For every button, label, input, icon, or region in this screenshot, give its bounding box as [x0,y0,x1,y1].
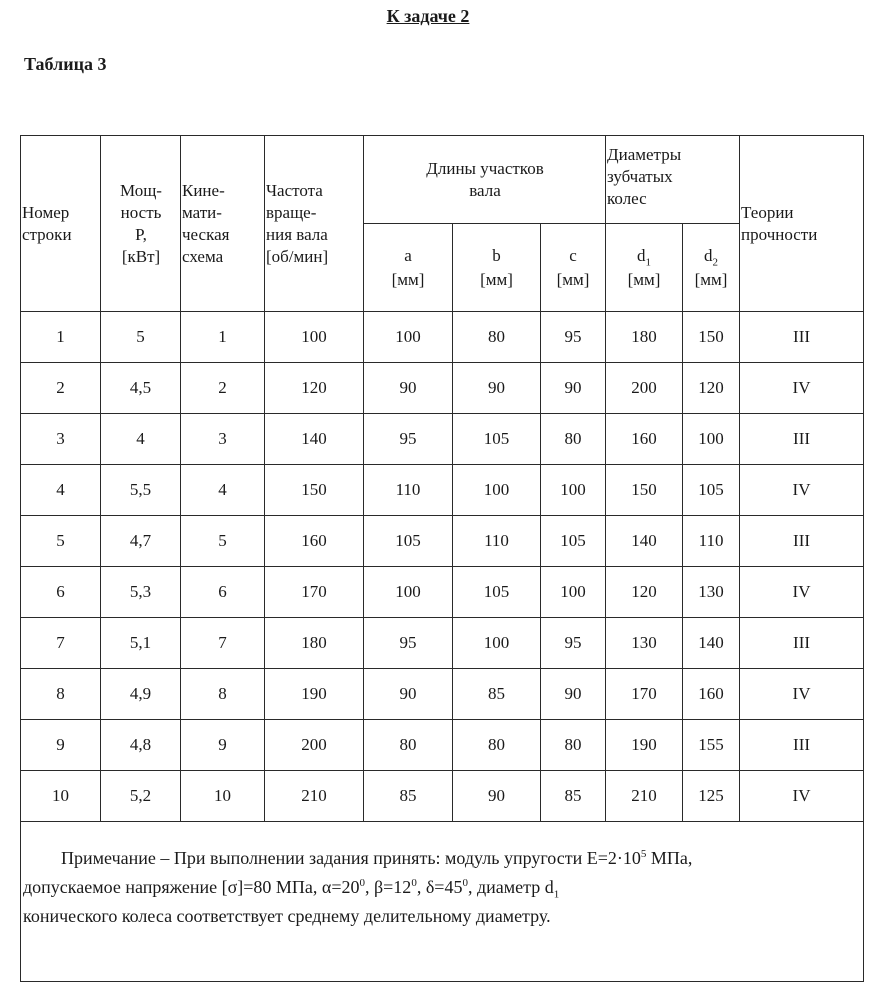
data-table [20,135,864,982]
cell-frequency: 200 [265,720,364,771]
cell-b: 80 [453,312,541,363]
cell-c: 80 [541,720,606,771]
header-row-top [21,136,864,224]
cell-b: 105 [453,414,541,465]
cell-b: 100 [453,618,541,669]
cell-d2: 155 [683,720,740,771]
cell-scheme: 7 [181,618,265,669]
table-title: Таблица 3 [24,54,107,74]
cell-d2: 140 [683,618,740,669]
cell-d1: 180 [606,312,683,363]
cell-theory: III [740,312,864,363]
cell-power: 4,5 [101,363,181,414]
cell-a: 90 [364,363,453,414]
cell-scheme: 6 [181,567,265,618]
header-gear-diameters: Диаметры зубчатых колес [606,136,740,224]
note-row [21,822,864,982]
cell-frequency: 100 [265,312,364,363]
cell-scheme: 10 [181,771,265,822]
header-rotation-frequency: Частота враще- ния вала [об/мин] [265,136,364,312]
cell-b: 105 [453,567,541,618]
cell-frequency: 170 [265,567,364,618]
cell-b: 110 [453,516,541,567]
cell-scheme: 4 [181,465,265,516]
cell-scheme: 5 [181,516,265,567]
cell-power: 5,5 [101,465,181,516]
cell-d2: 160 [683,669,740,720]
cell-c: 105 [541,516,606,567]
header-row-number: Номер строки [21,136,101,312]
cell-d2: 110 [683,516,740,567]
cell-d1: 130 [606,618,683,669]
note-line-2: допускаемое напряжение [σ]=80 МПа, $\alpha=20^0$, $\beta=12^0$, $\delta=45^0$, диаметр $d_1$ [23,877,560,901]
header-d1: $d_1$ [мм] [606,224,683,312]
cell-c: 90 [541,669,606,720]
cell-frequency: 140 [265,414,364,465]
cell-d2: 120 [683,363,740,414]
cell-c: 100 [541,465,606,516]
table-row [21,567,864,618]
cell-b: 80 [453,720,541,771]
cell-d1: 140 [606,516,683,567]
cell-c: 95 [541,312,606,363]
note-line-3: конического колеса соответствует среднему делительному диаметру. [23,906,551,926]
header-strength-theories: Теории прочности [740,136,864,312]
cell-d2: 105 [683,465,740,516]
cell-a: 95 [364,618,453,669]
cell-d1: 120 [606,567,683,618]
cell-row-number: 1 [21,312,101,363]
cell-theory: III [740,720,864,771]
note-text [21,822,863,931]
header-power: Мощ- ность P, [кВт] [101,136,181,312]
cell-power: 4,9 [101,669,181,720]
cell-b: 85 [453,669,541,720]
cell-row-number: 4 [21,465,101,516]
cell-a: 100 [364,312,453,363]
note-cell [21,822,864,982]
table-row [21,312,864,363]
cell-a: 110 [364,465,453,516]
cell-scheme: 2 [181,363,265,414]
cell-a: 90 [364,669,453,720]
cell-c: 95 [541,618,606,669]
cell-theory: IV [740,771,864,822]
cell-row-number: 8 [21,669,101,720]
cell-power: 5,2 [101,771,181,822]
cell-row-number: 7 [21,618,101,669]
table-row [21,465,864,516]
header-a: a [мм] [364,224,453,312]
page-heading: К задаче 2 [386,6,470,26]
cell-row-number: 10 [21,771,101,822]
cell-theory: IV [740,465,864,516]
cell-theory: III [740,414,864,465]
note-line-1: Примечание – При выполнении задания принять: модуль упругости $E=2\cdot 10^5$ МПа, [61,848,693,868]
cell-d1: 160 [606,414,683,465]
table-row [21,516,864,567]
cell-power: 5 [101,312,181,363]
table-row [21,669,864,720]
cell-power: 4,8 [101,720,181,771]
cell-scheme: 8 [181,669,265,720]
cell-theory: IV [740,567,864,618]
cell-b: 90 [453,363,541,414]
cell-a: 80 [364,720,453,771]
header-kinematic-scheme: Кине- мати- ческая схема [181,136,265,312]
cell-theory: IV [740,363,864,414]
cell-scheme: 1 [181,312,265,363]
cell-d2: 100 [683,414,740,465]
cell-row-number: 5 [21,516,101,567]
table-row [21,720,864,771]
cell-row-number: 3 [21,414,101,465]
table-row [21,771,864,822]
cell-c: 85 [541,771,606,822]
cell-d1: 170 [606,669,683,720]
cell-row-number: 6 [21,567,101,618]
cell-d2: 150 [683,312,740,363]
table-row [21,363,864,414]
cell-d2: 130 [683,567,740,618]
cell-d1: 210 [606,771,683,822]
cell-d2: 125 [683,771,740,822]
cell-frequency: 150 [265,465,364,516]
cell-power: 4 [101,414,181,465]
cell-c: 80 [541,414,606,465]
header-shaft-lengths: Длины участков вала [364,136,606,224]
cell-power: 4,7 [101,516,181,567]
cell-d1: 200 [606,363,683,414]
table-row [21,414,864,465]
cell-c: 100 [541,567,606,618]
cell-a: 105 [364,516,453,567]
cell-scheme: 9 [181,720,265,771]
cell-frequency: 120 [265,363,364,414]
cell-row-number: 9 [21,720,101,771]
cell-scheme: 3 [181,414,265,465]
cell-b: 100 [453,465,541,516]
table-row [21,618,864,669]
cell-frequency: 160 [265,516,364,567]
cell-frequency: 190 [265,669,364,720]
cell-a: 95 [364,414,453,465]
cell-frequency: 180 [265,618,364,669]
cell-row-number: 2 [21,363,101,414]
header-b: b [мм] [453,224,541,312]
cell-frequency: 210 [265,771,364,822]
cell-theory: IV [740,669,864,720]
cell-theory: III [740,618,864,669]
header-d2: $d_2$ [мм] [683,224,740,312]
cell-a: 85 [364,771,453,822]
cell-power: 5,3 [101,567,181,618]
cell-theory: III [740,516,864,567]
cell-d1: 150 [606,465,683,516]
cell-a: 100 [364,567,453,618]
cell-c: 90 [541,363,606,414]
cell-power: 5,1 [101,618,181,669]
cell-d1: 190 [606,720,683,771]
header-c: c [мм] [541,224,606,312]
cell-b: 90 [453,771,541,822]
